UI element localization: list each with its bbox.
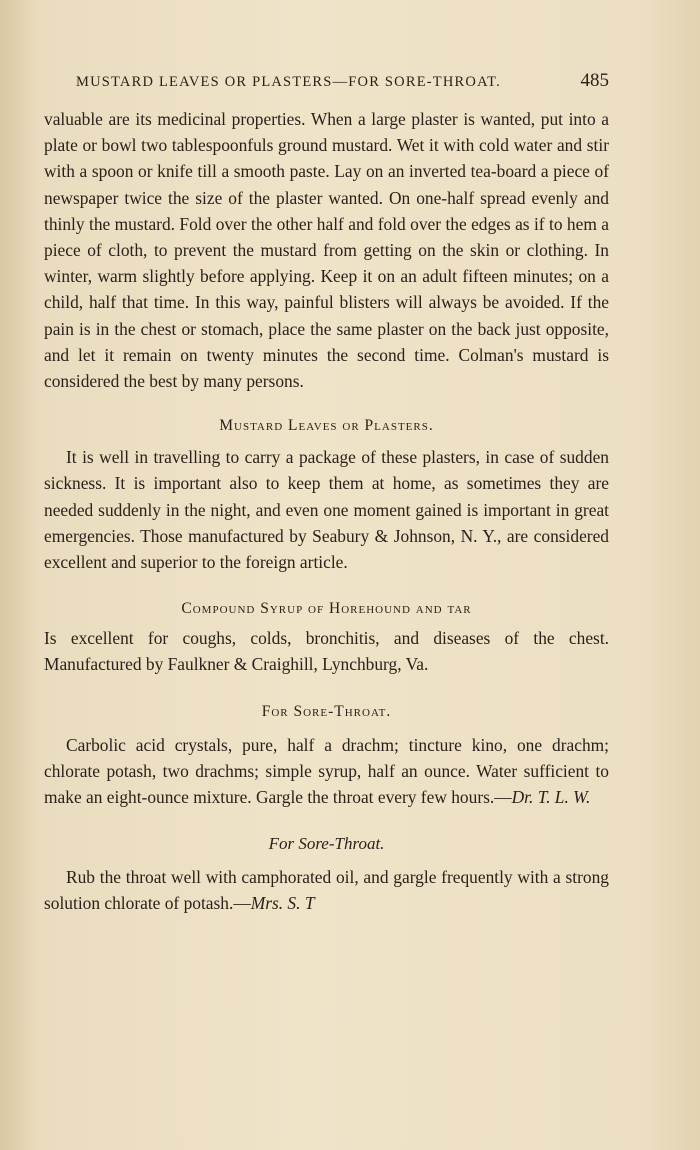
running-head	[76, 70, 609, 92]
paragraph-sore-throat-1	[44, 732, 609, 811]
intro-paragraph: valuable are its medicinal properties. When a large plaster is wanted, put into a plate or bowl two tablespoonfuls ground mustard. Wet it with cold water and stir with a spoon or knife till a smooth paste. Lay on an inverted tea-board a piece of newspaper twice the size of the plaster wanted. On one-half spread evenly and thinly the mustard. Fold over the other half and fold over the edges as if to hem a piece of cloth, to prevent the mustard from getting on the skin or clothing. In winter, warm slightly before applying. Keep it on an adult fifteen minutes; on a child, half that time. In this way, painful blisters will always be avoided. If the pain is in the chest or stomach, place the same plaster on the back just opposite, and let it remain on twenty minutes the second time. Colman's mustard is considered the best by many persons.	[44, 109, 609, 392]
heading-sore-throat-1: For Sore-Throat.	[261, 702, 392, 720]
paragraph-mustard-leaves: It is well in travelling to carry a package of these plasters, in case of sudden sickness. It is important also to keep them at home, as sometimes they are needed suddenly in the night, and even one moment gained is important in great emergencies. Those manufactured by Seabury & Johnson, N. Y., are considered excellent and superior to the foreign article.	[44, 447, 609, 573]
heading-mustard-leaves: Mustard Leaves or Plasters.	[219, 417, 434, 435]
signature-dr-tlw: Dr. T. L. W.	[511, 787, 591, 808]
heading-sore-throat-2: For Sore-Throat.	[268, 834, 385, 854]
paragraph-sore-throat-2	[44, 864, 609, 916]
page-number: 485	[580, 70, 609, 91]
heading-compound-syrup: Compound Syrup of Horehound and tar	[181, 600, 472, 618]
paragraph-compound-syrup: Is excellent for coughs, colds, bronchitis, and diseases of the chest. Manufactured by Faulkner & Craighill, Lynchburg, Va.	[44, 628, 609, 675]
running-title: MUSTARD LEAVES OR PLASTERS—FOR SORE-THROAT.	[76, 74, 501, 90]
sore-throat-2-text: Rub the throat well with camphorated oil, and gargle frequently with a strong solution chlorate of potash.—	[44, 867, 609, 914]
signature-mrs-st: Mrs. S. T	[250, 893, 315, 914]
page-content	[44, 70, 609, 917]
sore-throat-1-text: Carbolic acid crystals, pure, half a drachm; tincture kino, one drachm; chlorate potash, two drachms; simple syrup, half an ounce. Water sufficient to make an eight-ounce mixture. Gargle the throat every few hours.—	[44, 734, 609, 808]
